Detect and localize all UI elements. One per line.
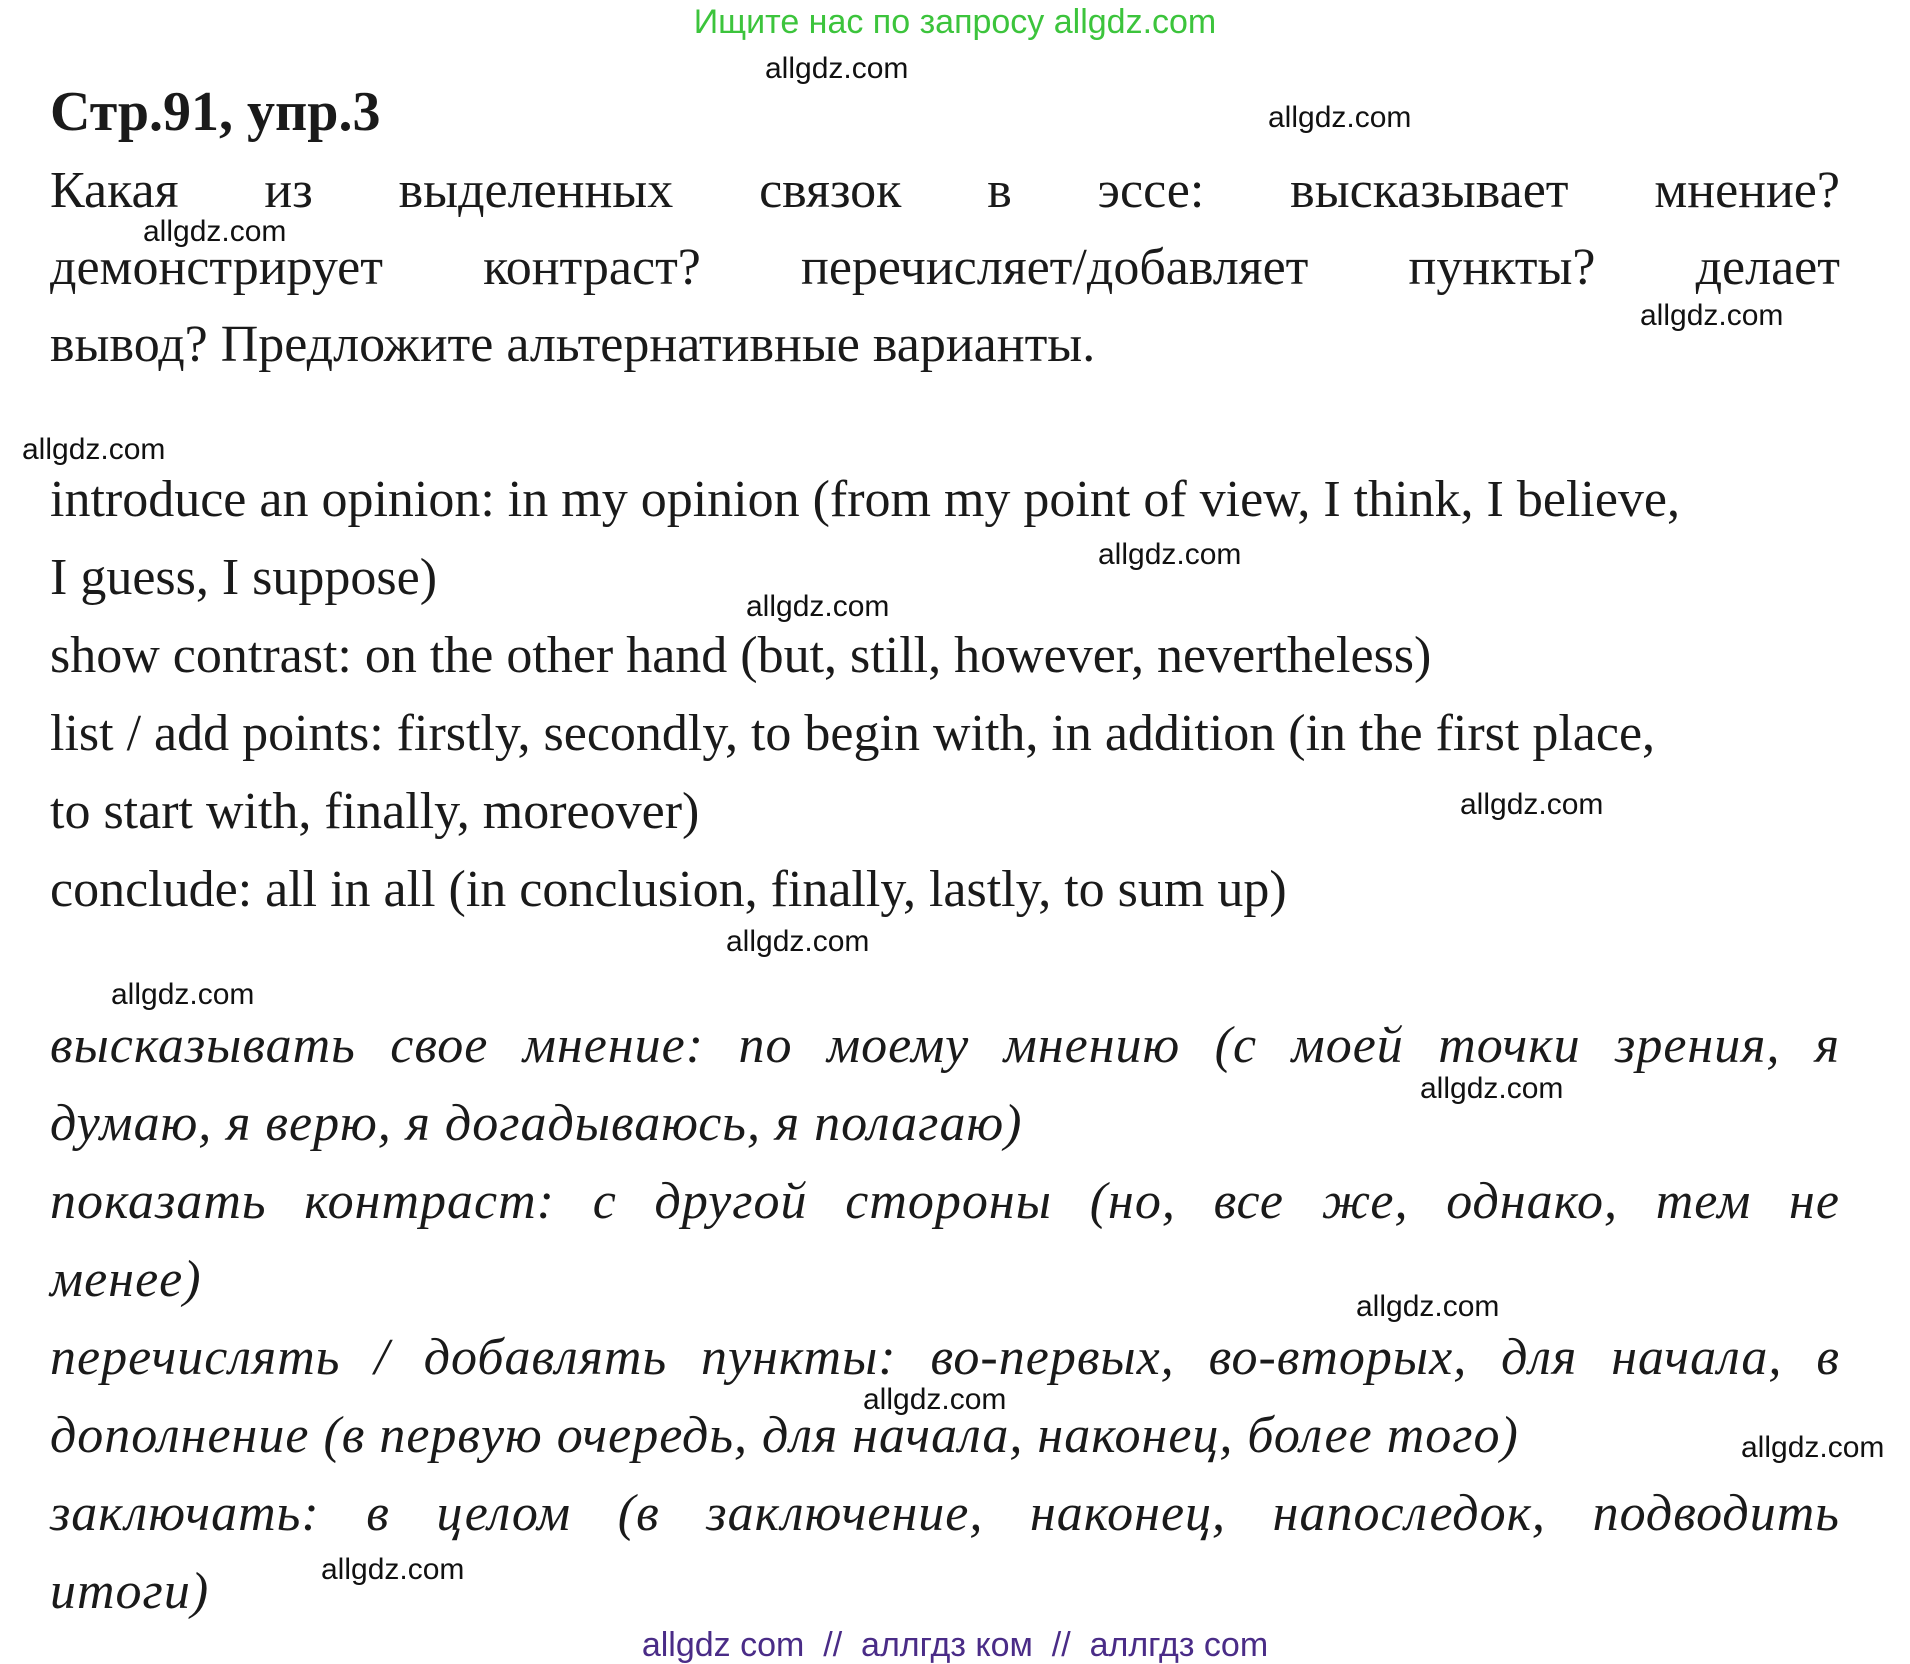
word: в bbox=[1816, 1329, 1840, 1386]
question-line-3: вывод? Предложите альтернативные варианты. bbox=[50, 316, 1096, 373]
answer-en-line: show contrast: on the other hand (but, still, however, nevertheless) bbox=[50, 627, 1432, 684]
word: в bbox=[366, 1485, 390, 1542]
answer-ru-line bbox=[50, 1483, 1840, 1545]
word: напоследок, bbox=[1272, 1485, 1546, 1542]
watermark: allgdz.com bbox=[1741, 1431, 1885, 1464]
answer-ru-line bbox=[50, 1327, 1840, 1389]
question-line-1 bbox=[50, 160, 1840, 222]
answer-en-line: list / add points: firstly, secondly, to begin with, in addition (in the first place, bbox=[50, 705, 1656, 762]
word: моему bbox=[826, 1017, 970, 1074]
word: зрения, bbox=[1615, 1017, 1781, 1074]
word: (в bbox=[617, 1485, 660, 1542]
footer-links: allgdz com // аллгдз ком // аллгдз com bbox=[641, 1626, 1269, 1664]
word: во-вторых, bbox=[1208, 1329, 1468, 1386]
answer-en-line: conclude: all in all (in conclusion, finally, lastly, to sum up) bbox=[50, 861, 1287, 918]
watermark: allgdz.com bbox=[1460, 788, 1604, 821]
word: контраст? bbox=[483, 239, 701, 296]
answer-ru-line: итоги) bbox=[50, 1563, 210, 1620]
word: по bbox=[738, 1017, 793, 1074]
watermark: allgdz.com bbox=[746, 590, 890, 623]
word: Какая bbox=[50, 162, 179, 219]
word: тем bbox=[1655, 1173, 1752, 1230]
word: мнение: bbox=[522, 1017, 705, 1074]
word: перечислять bbox=[50, 1329, 341, 1386]
word: все bbox=[1213, 1173, 1284, 1230]
word: с bbox=[592, 1173, 617, 1230]
word: эссе: bbox=[1097, 162, 1205, 219]
watermark: allgdz.com bbox=[111, 978, 255, 1011]
watermark: allgdz.com bbox=[1098, 538, 1242, 571]
watermark: allgdz.com bbox=[321, 1553, 465, 1586]
word: связок bbox=[759, 162, 902, 219]
word: перечисляет/добавляет bbox=[800, 239, 1309, 296]
word: контраст: bbox=[304, 1173, 555, 1230]
word: пункты? bbox=[1408, 239, 1596, 296]
word: заключение, bbox=[706, 1485, 984, 1542]
word: демонстрирует bbox=[50, 239, 383, 296]
word: наконец, bbox=[1030, 1485, 1227, 1542]
word: во-первых, bbox=[930, 1329, 1175, 1386]
word: я bbox=[1814, 1017, 1840, 1074]
word: другой bbox=[654, 1173, 808, 1230]
word: из bbox=[264, 162, 313, 219]
answer-ru-line: дополнение (в первую очередь, для начала, наконец, более того) bbox=[50, 1407, 1519, 1464]
question-line-2 bbox=[50, 237, 1840, 299]
word: высказывает bbox=[1290, 162, 1569, 219]
word: мнение? bbox=[1654, 162, 1840, 219]
top-banner: Ищите нас по запросу allgdz.com bbox=[693, 3, 1217, 41]
word: моей bbox=[1291, 1017, 1404, 1074]
word: показать bbox=[50, 1173, 267, 1230]
answer-en-line: to start with, finally, moreover) bbox=[50, 783, 700, 840]
watermark: allgdz.com bbox=[22, 433, 166, 466]
answer-ru-line: думаю, я верю, я догадываюсь, я полагаю) bbox=[50, 1095, 1023, 1152]
word: стороны bbox=[845, 1173, 1052, 1230]
word: подводить bbox=[1592, 1485, 1840, 1542]
word: для bbox=[1501, 1329, 1578, 1386]
word: целом bbox=[436, 1485, 572, 1542]
watermark: allgdz.com bbox=[863, 1383, 1007, 1416]
word: начала, bbox=[1611, 1329, 1783, 1386]
word: точки bbox=[1438, 1017, 1581, 1074]
watermark: allgdz.com bbox=[1640, 299, 1784, 332]
word: пункты: bbox=[701, 1329, 897, 1386]
word: однако, bbox=[1446, 1173, 1618, 1230]
word: делает bbox=[1695, 239, 1840, 296]
word: же, bbox=[1321, 1173, 1409, 1230]
word: мнению bbox=[1003, 1017, 1181, 1074]
word: высказывать bbox=[50, 1017, 356, 1074]
watermark: allgdz.com bbox=[1268, 101, 1412, 134]
word: свое bbox=[390, 1017, 489, 1074]
answer-ru-line bbox=[50, 1171, 1840, 1233]
word: выделенных bbox=[398, 162, 674, 219]
watermark: allgdz.com bbox=[143, 215, 287, 248]
answer-en-line: introduce an opinion: in my opinion (from my point of view, I think, I believe, bbox=[50, 471, 1681, 528]
word: (с bbox=[1214, 1017, 1258, 1074]
word: / bbox=[374, 1329, 390, 1386]
word: не bbox=[1789, 1173, 1840, 1230]
watermark: allgdz.com bbox=[1420, 1072, 1564, 1105]
page-title: Стр.91, упр.3 bbox=[50, 81, 381, 143]
word: (но, bbox=[1089, 1173, 1176, 1230]
word: добавлять bbox=[423, 1329, 668, 1386]
answer-ru-line bbox=[50, 1015, 1840, 1077]
watermark: allgdz.com bbox=[765, 52, 909, 85]
watermark: allgdz.com bbox=[1356, 1290, 1500, 1323]
answer-en-line: I guess, I suppose) bbox=[50, 549, 438, 606]
word: в bbox=[987, 162, 1012, 219]
watermark: allgdz.com bbox=[726, 925, 870, 958]
word: заключать: bbox=[50, 1485, 320, 1542]
answer-ru-line: менее) bbox=[50, 1251, 202, 1308]
